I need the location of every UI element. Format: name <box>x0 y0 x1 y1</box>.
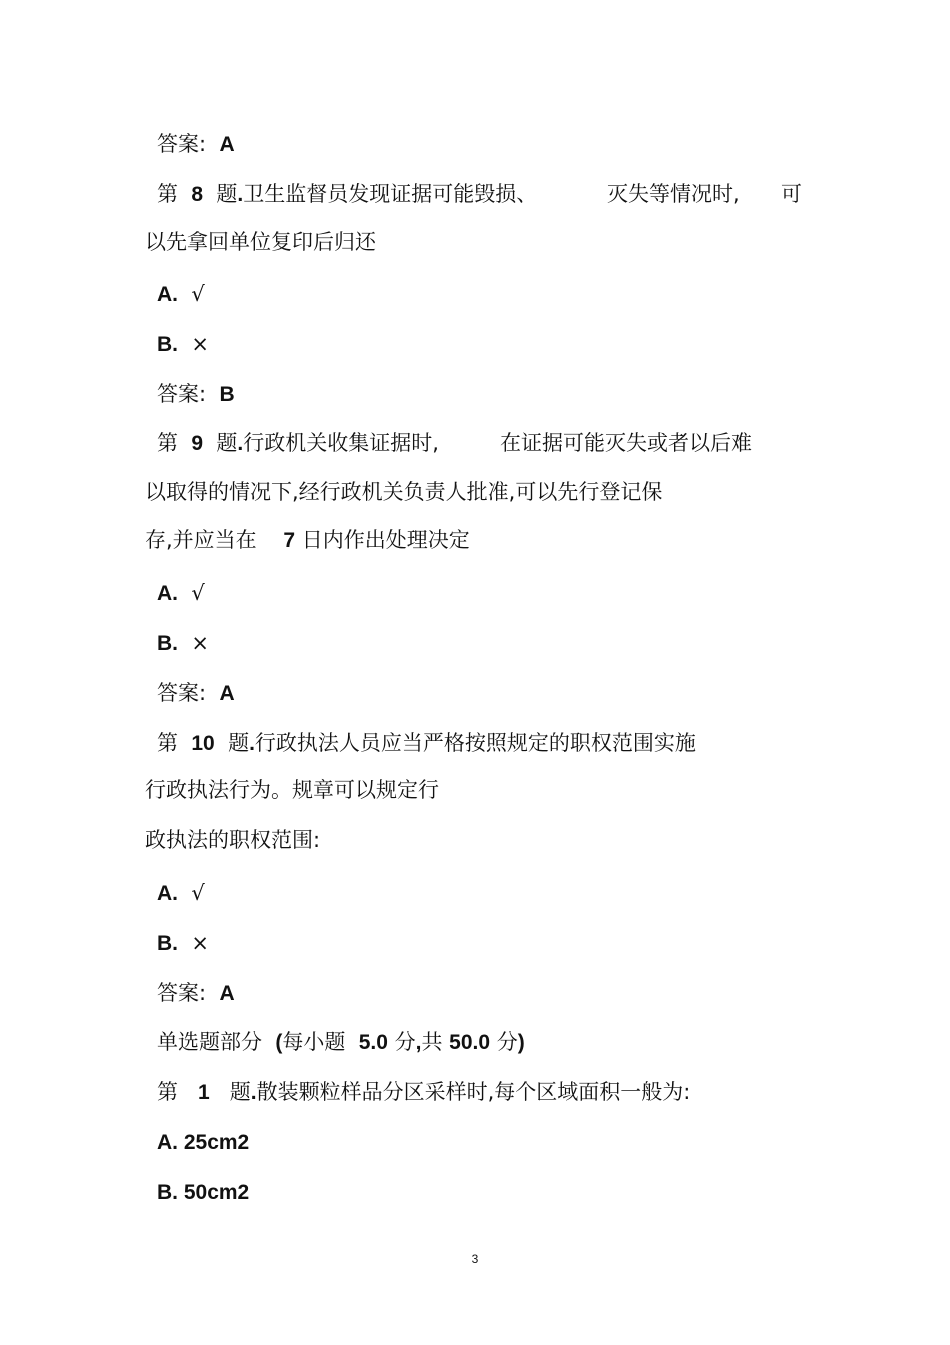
question-text: 以取得的情况下,经行政机关负责人批准,可以先行登记保 <box>145 480 663 504</box>
question-prefix: 第 <box>157 431 178 455</box>
question-number: 1 <box>198 1081 210 1104</box>
question-text: 散装颗粒样品分区采样时,每个区域面积一般为: <box>256 1080 691 1104</box>
days-number: 7 <box>283 529 296 552</box>
option-b <box>157 1178 249 1207</box>
answer-value: A <box>219 682 235 705</box>
question-9-line-3 <box>145 526 470 555</box>
option-a <box>157 280 205 309</box>
question-text: 可 <box>781 182 802 206</box>
option-label: B. <box>157 333 178 356</box>
question-text: 政执法的职权范围: <box>145 828 321 852</box>
score-per-question: 5.0 <box>358 1031 388 1054</box>
answer-label: 答案: <box>157 681 207 705</box>
question-dot: . <box>237 183 244 206</box>
section-text: 分 <box>496 1030 518 1054</box>
section-text: 共 <box>421 1030 443 1054</box>
answer-label: 答案: <box>157 132 207 156</box>
question-text: 行政执法人员应当严格按照规定的职权范围实施 <box>254 731 696 755</box>
option-label: B. <box>157 932 178 955</box>
question-dot: . <box>249 732 255 755</box>
question-8-line-1-end <box>781 180 802 208</box>
section-title: 单选题部分 <box>157 1030 262 1054</box>
option-a <box>157 879 205 908</box>
cross-icon: × <box>191 931 209 955</box>
question-text: 日内作出处理决定 <box>301 528 470 552</box>
check-icon: √ <box>191 282 205 306</box>
total-score: 50.0 <box>449 1031 491 1054</box>
option-a <box>157 1128 249 1157</box>
option-b <box>157 929 209 958</box>
question-text: 以先拿回单位复印后归还 <box>145 230 376 254</box>
cross-icon: × <box>191 631 209 655</box>
question-number: 9 <box>191 432 204 455</box>
option-label: A. <box>157 582 178 605</box>
question-prefix: 第 <box>157 731 178 755</box>
check-icon: √ <box>191 881 205 905</box>
question-number: 8 <box>191 183 204 206</box>
paren-open: ( <box>275 1031 283 1054</box>
question-number: 10 <box>191 732 215 755</box>
option-b <box>157 629 209 658</box>
question-8-line-2 <box>145 228 376 256</box>
section-text: 每小题 <box>282 1030 346 1054</box>
question-8-line-1-mid <box>607 180 740 208</box>
question-text: 行政执法行为。规章可以规定行 <box>145 778 439 802</box>
question-dot: . <box>250 1081 257 1104</box>
page-number: 3 <box>471 1252 479 1266</box>
cross-icon: × <box>191 332 209 356</box>
question-text: 卫生监督员发现证据可能毁损、 <box>243 182 538 206</box>
option-text: A. 25cm2 <box>157 1131 250 1154</box>
question-text: 灭失等情况时, <box>607 182 740 206</box>
question-suffix: 题 <box>216 431 238 455</box>
question-text: 在证据可能灭失或者以后难 <box>500 431 752 455</box>
answer-value: A <box>219 133 235 156</box>
question-9-line-1-end <box>500 429 752 457</box>
answer-q10 <box>157 979 235 1008</box>
question-9-line-2 <box>145 478 662 506</box>
question-prefix: 第 <box>157 182 178 206</box>
answer-label: 答案: <box>157 981 207 1005</box>
option-label: A. <box>157 283 178 306</box>
answer-q8 <box>157 380 235 409</box>
answer-q9 <box>157 679 235 708</box>
answer-value: A <box>219 982 235 1005</box>
option-label: B. <box>157 632 178 655</box>
question-10-line-1 <box>157 729 696 758</box>
comma: , <box>415 1031 422 1054</box>
question-dot: . <box>237 432 244 455</box>
section-heading <box>157 1028 525 1057</box>
question-suffix: 题 <box>229 1080 251 1104</box>
option-b <box>157 330 209 359</box>
answer-q7 <box>157 130 235 159</box>
answer-value: B <box>219 383 235 406</box>
option-label: A. <box>157 882 178 905</box>
question-10-line-2 <box>145 776 439 804</box>
question-9-line-1 <box>157 429 439 458</box>
section-text: 分 <box>394 1030 416 1054</box>
answer-label: 答案: <box>157 382 207 406</box>
question-suffix: 题 <box>216 182 238 206</box>
question-8-line-1 <box>157 180 537 209</box>
option-a <box>157 579 205 608</box>
question-text: 存,并应当在 <box>145 528 257 552</box>
check-icon: √ <box>191 581 205 605</box>
single-choice-question-1 <box>157 1078 690 1107</box>
option-text: B. 50cm2 <box>157 1181 250 1204</box>
question-10-line-3 <box>145 826 320 854</box>
question-suffix: 题 <box>228 731 250 755</box>
question-text: 行政机关收集证据时, <box>243 431 439 455</box>
paren-close: ) <box>517 1031 525 1054</box>
question-prefix: 第 <box>157 1080 178 1104</box>
